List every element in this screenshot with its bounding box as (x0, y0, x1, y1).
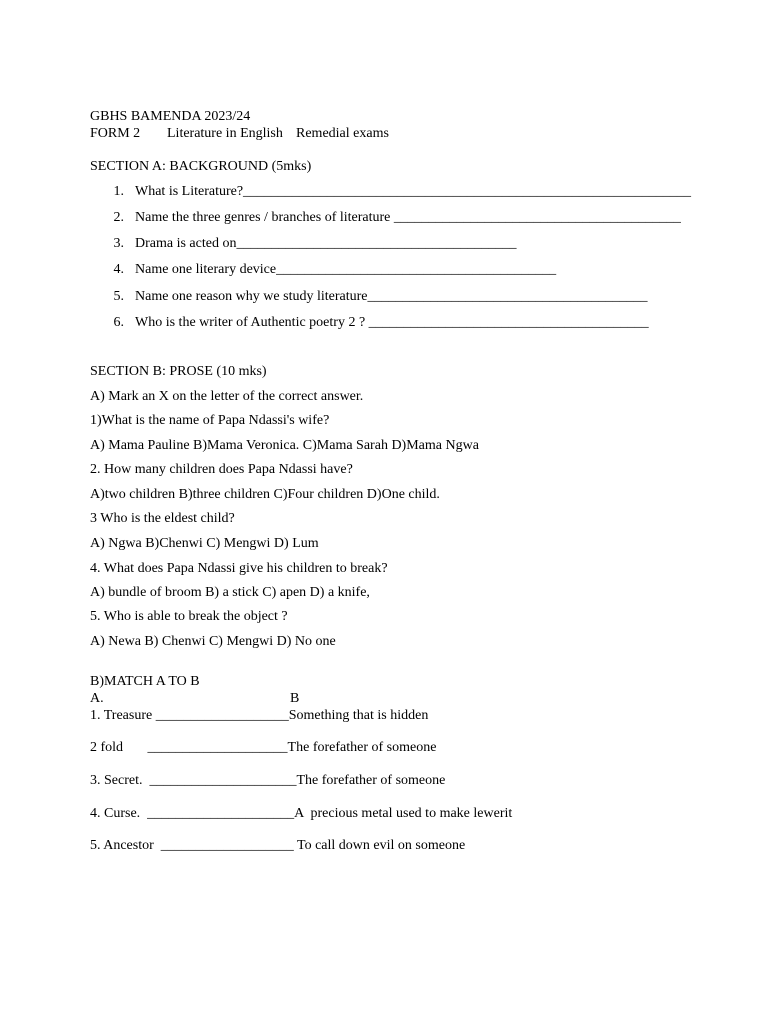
mcq-line: 5. Who is able to break the object ? (90, 609, 288, 624)
question-number: 5. (113, 289, 124, 304)
exam-label: Remedial exams (296, 126, 389, 141)
mcq-line: A) Mama Pauline B)Mama Veronica. C)Mama Sarah D)Mama Ngwa (90, 438, 479, 453)
section-b-title: SECTION B: PROSE (10 mks) (90, 364, 267, 379)
mcq-line: 2. How many children does Papa Ndassi have? (90, 462, 353, 477)
mcq-line: 1)What is the name of Papa Ndassi's wife? (90, 413, 330, 428)
match-row: 3. Secret. _____________________The forefather of someone (90, 773, 446, 788)
match-row: 4. Curse. _____________________A precious metal used to make lewerit (90, 806, 513, 821)
match-column-a-header: A. (90, 691, 104, 706)
form-label: FORM 2 (90, 126, 141, 141)
mcq-line: A) bundle of broom B) a stick C) apen D) a knife, (90, 585, 370, 600)
match-row: 2 fold ____________________The forefather of someone (90, 740, 437, 755)
question-number: 6. (113, 315, 124, 330)
match-column-b-header: B (290, 691, 300, 706)
question-text: Name one literary device________________________________________ (135, 262, 557, 277)
question-text: Name one reason why we study literature________________________________________ (135, 289, 648, 304)
subject-label: Literature in English (167, 126, 283, 141)
school-title: GBHS BAMENDA 2023/24 (90, 109, 251, 124)
question-number: 2. (113, 210, 124, 225)
section-b-instruction: A) Mark an X on the letter of the correct answer. (90, 389, 364, 404)
question-text: Name the three genres / branches of literature _________________________________________ (135, 210, 681, 225)
mcq-line: 3 Who is the eldest child? (90, 511, 235, 526)
match-row: 5. Ancestor ___________________ To call down evil on someone (90, 838, 466, 853)
question-number: 4. (113, 262, 124, 277)
match-title: B)MATCH A TO B (90, 674, 200, 689)
question-number: 3. (113, 236, 124, 251)
question-text: What is Literature?________________________________________________________________ (135, 184, 692, 199)
mcq-line: A) Newa B) Chenwi C) Mengwi D) No one (90, 634, 336, 649)
mcq-line: A)two children B)three children C)Four children D)One child. (90, 487, 440, 502)
match-row: 1. Treasure ___________________Something that is hidden (90, 708, 429, 723)
question-text: Drama is acted on________________________________________ (135, 236, 517, 251)
mcq-line: 4. What does Papa Ndassi give his children to break? (90, 561, 388, 576)
mcq-line: A) Ngwa B)Chenwi C) Mengwi D) Lum (90, 536, 319, 551)
question-number: 1. (113, 184, 124, 199)
question-text: Who is the writer of Authentic poetry 2 ? ________________________________________ (135, 315, 649, 330)
section-a-title: SECTION A: BACKGROUND (5mks) (90, 159, 312, 174)
